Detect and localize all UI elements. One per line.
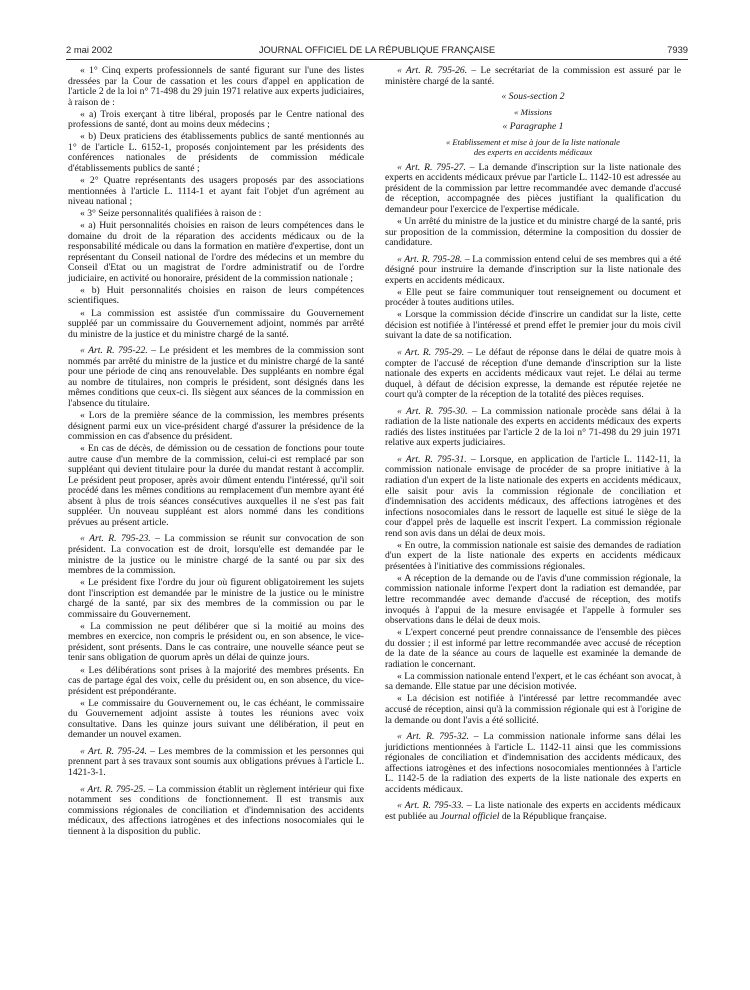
article-paragraph xyxy=(68,444,364,528)
article-paragraph xyxy=(68,286,364,307)
paragraph-heading: « Paragraphe 1 xyxy=(502,121,564,133)
paragraph-title-line: « Etablissement et mise à jour de la liste nationale xyxy=(445,136,620,147)
article-paragraph xyxy=(68,578,364,620)
paragraph-text: – La commission nationale informe sans délai les juridictions mentionnées à l'article L. 1142-11 ainsi que les commissions régionales de conciliation et d'indemnisation des accidents médicaux, des affections iatrogènes et des infections nosocomiales mentionnées à l'article L. 1142-5 de la radiation des experts de la liste nationale des experts en accidents médicaux. xyxy=(385,731,681,795)
article-paragraph xyxy=(385,672,681,693)
article-ref: « Art. R. 795-25. xyxy=(80,783,146,795)
article-paragraph xyxy=(385,255,681,287)
paragraph-title-line: des experts en accidents médicaux xyxy=(473,146,593,157)
paragraph-text: – La commission entend celui de ses membres qui a été désigné pour instruire la demande d'inscription sur la liste nationale des experts en accidents médicaux. xyxy=(385,253,681,286)
article-paragraph xyxy=(385,694,681,726)
article-ref: « Art. R. 795-33. xyxy=(397,800,464,812)
article-ref: « Art. R. 795-29. xyxy=(397,346,465,358)
paragraph-text: « b) Huit personnalités choisies en raison de leurs compétences scientifiques. xyxy=(68,284,364,307)
article-paragraph xyxy=(385,801,681,822)
article-paragraph xyxy=(68,747,364,779)
header-date: 2 mai 2002 xyxy=(66,44,113,55)
header-page-number: 7939 xyxy=(667,44,688,55)
article-paragraph xyxy=(385,163,681,216)
article-ref: « Art. R. 795-22. xyxy=(80,345,148,357)
article-paragraph xyxy=(68,209,364,220)
right-paragraphs xyxy=(385,163,681,823)
right-column xyxy=(385,66,681,824)
article-ref: « Art. R. 795-26. xyxy=(397,65,468,76)
article-paragraph xyxy=(385,732,681,795)
article-paragraph xyxy=(68,534,364,576)
page-header xyxy=(66,44,688,58)
paragraph-text: – La commission établit un règlement intérieur qui fixe notamment ses conditions de fonctionnement. Il est transmis aux commissions régionales de conciliation et d'indemnisation des accidents médicaux, des affections iatrogènes et des infections nosocomiales qui le tiennent à la disposition du public. xyxy=(68,783,364,837)
paragraph-text: « 3° Seize personnalités qualifiées à raison de : xyxy=(80,208,262,220)
paragraph-text: « 2° Quatre représentants des usagers proposés par des associations mentionnées à l'article L. 1114-1 et ayant fait l'objet d'un agrément au niveau national ; xyxy=(68,174,364,208)
paragraph-text: – Les membres de la commission et les personnes qui prennent part à ses travaux sont soumis aux obligations prévues à l'article L. 1421-3-1. xyxy=(68,745,364,778)
article-paragraph xyxy=(68,110,364,131)
subsection-title: « Missions xyxy=(514,106,552,117)
paragraph-title xyxy=(385,137,681,157)
article-ref: « Art. R. 795-23. xyxy=(80,533,151,545)
article-paragraph xyxy=(68,176,364,208)
italic-text: Journal officiel xyxy=(440,810,500,822)
article-text: – Le secrétariat de la commission est assuré par le ministère chargé de la santé. xyxy=(385,65,681,87)
article-ref: « Art. R. 795-27. xyxy=(397,161,466,173)
paragraph-text: « Un arrêté du ministre de la justice et du ministre chargé de la santé, pris sur proposition de la commission, détermine la composition du dossier de candidature. xyxy=(385,215,681,249)
article-paragraph xyxy=(68,666,364,698)
header-rule xyxy=(66,59,688,60)
article-paragraph xyxy=(385,348,681,401)
paragraph-text: – Le défaut de réponse dans le délai de quatre mois à compter de l'accusé de réception d'une demande d'inscription sur la liste nationale des experts en accidents médicaux vaut rejet. Le délai au terme duquel, à défaut de décision expresse, la demande est réputée rejetée ne court qu'à compter de la réception de la totalité des pièces requises. xyxy=(385,346,681,401)
paragraph-text: « La commission nationale entend l'expert, et le cas échéant son avocat, à sa demande. Elle statue par une décision motivée. xyxy=(385,670,681,693)
paragraph-text: « Lors de la première séance de la commission, les membres présents désignent parmi eux un vice-président chargé d'assurer la présidence de la commission en cas d'absence du président. xyxy=(68,409,364,443)
article-paragraph xyxy=(68,346,364,409)
article-paragraph xyxy=(68,309,364,341)
paragraph-text: – La liste nationale des experts en accidents médicaux est publiée au xyxy=(385,800,681,822)
article-paragraph xyxy=(385,455,681,539)
paragraph-text: de la République française. xyxy=(499,810,607,822)
paragraph-text: – Lorsque, en application de l'article L. 1142-11, la commission nationale envisage de procéder de sa propre initiative à la radiation d'un expert de la liste nationale des experts en accidents médicaux, elle saisit pour avis la commission régionale de conciliation et d'indemnisation des accidents médicaux, des affections iatrogènes et des infections nosocomiales dans le ressort de laquelle est situé le siège de la cour d'appel près de laquelle est inscrit l'expert. La commission régionale rend son avis dans un délai de deux mois. xyxy=(385,453,681,539)
paragraph-text: « a) Trois exerçant à titre libéral, proposés par le Centre national des professions de santé, dont au moins deux médecins ; xyxy=(68,108,364,131)
article-paragraph xyxy=(68,66,364,108)
left-column xyxy=(68,66,364,839)
paragraph-text: « La commission est assistée d'un commissaire du Gouvernement suppléé par un commissaire du Gouvernement adjoint, nommés par arrêté du ministre de la justice et du ministre chargé de la santé. xyxy=(68,307,364,340)
article-ref: « Art. R. 795-32. xyxy=(397,731,469,743)
article-paragraph xyxy=(385,288,681,309)
paragraph-text: « Elle peut se faire communiquer tout renseignement ou document et procéder à toutes auditions utiles. xyxy=(385,286,681,309)
paragraph-text: « Les délibérations sont prises à la majorité des membres présents. En cas de partage égal des voix, celle du président ou, en son absence, du vice-président est prépondérante. xyxy=(68,664,364,697)
paragraph-text: « b) Deux praticiens des établissements publics de santé mentionnés au 1° de l'article L. 6152-1, proposés conjointement par les présidents des conférences nationales de présidents de commission médicale d'établissements publics de santé ; xyxy=(68,131,364,174)
article-ref: « Art. R. 795-24. xyxy=(80,745,147,757)
paragraph-text: « L'expert concerné peut prendre connaissance de l'ensemble des pièces du dossier ; il est informé par lettre recommandée avec accusé de réception de la date de la séance au cours de laquelle est examinée la demande de radiation le concernant. xyxy=(385,627,681,670)
header-journal-title: JOURNAL OFFICIEL DE LA RÉPUBLIQUE FRANÇAISE xyxy=(258,44,496,55)
paragraph-text: « Le président fixe l'ordre du jour où figurent obligatoirement les sujets dont l'inscription est demandée par le ministre de la justice ou le ministre chargé de la santé, par six des membres de la commission ou par le commissaire du Gouvernement. xyxy=(68,577,364,620)
article-ref: « Art. R. 795-31. xyxy=(397,453,467,465)
paragraph-text: « La commission ne peut délibérer que si la moitié au moins des membres en exercice, non compris le président ou, en son absence, le vice-président, sont présents. Dans le cas contraire, une nouvelle séance peut se tenir sans obligation de quorum après un délai de quinze jours. xyxy=(68,620,364,664)
paragraph-text: – Le président et les membres de la commission sont nommés par arrêté du ministre de la justice et du ministre chargé de la santé pour une période de cinq ans renouvelable. Des suppléants en nombre égal au nombre de titulaires, non compris le président, sont désignés dans les mêmes conditions que ceux-ci. Ils siègent aux séances de la commission en l'absence du titulaire. xyxy=(68,345,364,409)
paragraph-text: – La commission se réunit sur convocation de son président. La convocation est de droit, lorsqu'elle est demandée par le ministre de la justice ou le ministre chargé de la santé ou par six des membres de la commission. xyxy=(68,533,364,577)
article-paragraph xyxy=(385,541,681,573)
subsection-heading: « Sous-section 2 xyxy=(501,91,565,103)
article-paragraph xyxy=(385,310,681,342)
paragraph-text: « En cas de décès, de démission ou de cessation de fonctions pour toute autre cause d'un membre de la commission, celui-ci est remplacé par son suppléant qui devient titulaire pour la durée du mandat restant à accomplir. Le président peut proposer, après avoir dûment entendu l'intéressé, qu'il soit procédé dans les mêmes conditions au remplacement d'un membre ayant été absent à plus de trois séances consécutives auxquelles il ne s'est pas fait suppléer. Un nouveau suppléant est alors nommé dans les conditions prévues au présent article. xyxy=(68,443,364,528)
paragraph-text: « Le commissaire du Gouvernement ou, le cas échéant, le commissaire du Gouvernement adjoint assiste à toutes les réunions avec voix consultative. Dans les quinze jours suivant une délibération, il peut en demander un nouvel examen. xyxy=(68,697,364,741)
article-paragraph xyxy=(385,574,681,627)
article-paragraph xyxy=(68,132,364,174)
article-paragraph xyxy=(68,699,364,741)
paragraph-text: – La commission nationale procède sans délai à la radiation de la liste nationale des experts en accidents médicaux des experts radiés des listes instituées par l'article 2 de la loi n° 71-498 du 29 juin 1971 relative aux experts judiciaires. xyxy=(385,405,681,449)
article-paragraph xyxy=(385,217,681,249)
paragraph-text: – La demande d'inscription sur la liste nationale des experts en accidents médicaux prévue par l'article L. 1142-10 est adressée au président de la commission par lettre recommandée avec demande d'accusé de réception, accompagnée des pièces justifiant la qualification du demandeur pour l'exercice de l'expertise médicale. xyxy=(385,161,681,215)
paragraph-text: « 1° Cinq experts professionnels de santé figurant sur l'une des listes dressées par la Cour de cassation et les cours d'appel en application de l'article 2 de la loi n° 71-498 du 29 juin 1971 relative aux experts judiciaires, à raison de : xyxy=(68,65,364,108)
article-paragraph xyxy=(68,622,364,664)
paragraph-text: « a) Huit personnalités choisies en raison de leurs compétences dans le domaine du droit de la réparation des accidents médicaux ou de la responsabilité médicale ou dans la formation en matière d'expertise, dont un représentant du Conseil national de l'ordre des médecins et un membre du Conseil d'Etat ou un magistrat de l'ordre administratif ou de l'ordre judiciaire, en activité ou honoraire, président de la commission nationale ; xyxy=(68,220,364,284)
article-paragraph xyxy=(385,407,681,449)
article-paragraph xyxy=(385,66,681,87)
article-paragraph xyxy=(385,628,681,670)
article-ref: « Art. R. 795-30. xyxy=(397,405,468,417)
article-ref: « Art. R. 795-28. xyxy=(397,253,463,265)
paragraph-text: « En outre, la commission nationale est saisie des demandes de radiation d'un expert de la liste nationale des experts en accidents médicaux présentées à l'initiative des commissions régionales. xyxy=(385,539,681,572)
paragraph-text: « La décision est notifiée à l'intéressé par lettre recommandée avec accusé de réception, ainsi qu'à la commission régionale qui est à l'origine de la demande ou dont l'avis a été sollicité. xyxy=(385,693,681,726)
article-paragraph xyxy=(68,785,364,838)
article-paragraph xyxy=(68,221,364,284)
paragraph-text: « A réception de la demande ou de l'avis d'une commission régionale, la commission nationale informe l'expert dont la radiation est demandée, par lettre recommandée avec demande d'accusé de réception, des motifs invoqués à l'appui de la mesure envisagée et l'appelle à formuler ses observations dans le délai de deux mois. xyxy=(385,572,681,627)
paragraph-text: « Lorsque la commission décide d'inscrire un candidat sur la liste, cette décision est notifiée à l'intéressé et prend effet le premier jour du mois civil suivant la date de sa notification. xyxy=(385,309,681,342)
article-paragraph xyxy=(68,411,364,443)
